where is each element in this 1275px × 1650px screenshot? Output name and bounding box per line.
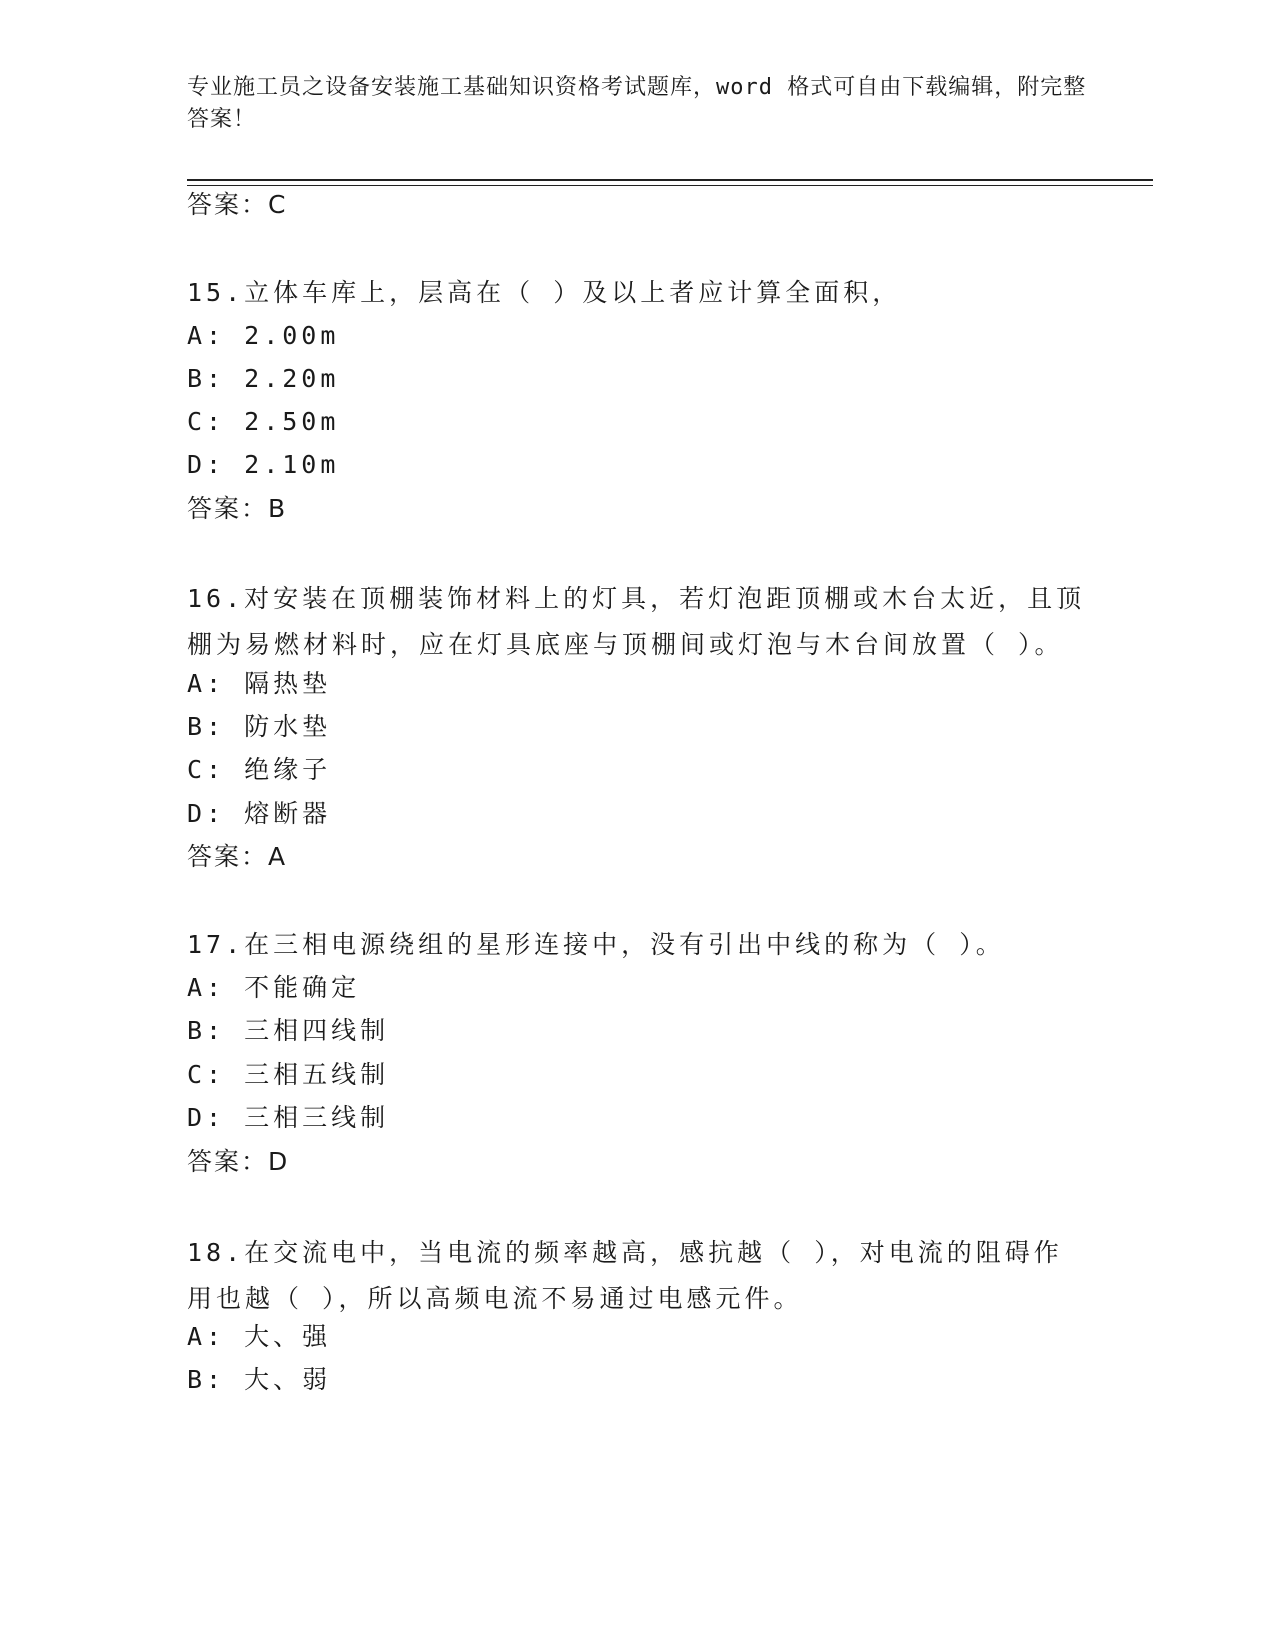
option-b: B: 防水垫: [187, 712, 332, 741]
option-c: C: 三相五线制: [187, 1060, 390, 1089]
answer-line: 答案：C: [187, 190, 288, 219]
option-d: D: 熔断器: [187, 799, 332, 828]
question-stem: 18.在交流电中，当电流的频率越高，感抗越（ ），对电流的阻碍作用也越（ ），所以高频电流不易通过电感元件。: [187, 1238, 1063, 1313]
header-divider-thick: [187, 179, 1153, 181]
question-stem: 17.在三相电源绕组的星形连接中，没有引出中线的称为（ ）。: [187, 930, 1005, 959]
question-stem: 16.对安装在顶棚装饰材料上的灯具，若灯泡距顶棚或木台太近，且顶棚为易燃材料时，应在灯具底座与顶棚间或灯泡与木台间放置（ ）。: [187, 584, 1086, 659]
option-a: A: 隔热垫: [187, 669, 332, 698]
answer-line: 答案：A: [187, 842, 288, 871]
option-d: D: 2.10m: [187, 450, 340, 479]
option-a: A: 大、强: [187, 1322, 332, 1351]
option-b: B: 三相四线制: [187, 1016, 390, 1045]
header-divider-thin: [187, 185, 1153, 186]
answer-line: 答案：B: [187, 494, 288, 523]
option-c: C: 绝缘子: [187, 755, 332, 784]
option-b: B: 大、弱: [187, 1365, 332, 1394]
answer-line: 答案：D: [187, 1147, 290, 1176]
question-stem: 15.立体车库上，层高在（ ）及以上者应计算全面积，: [187, 278, 902, 307]
option-a: A: 不能确定: [187, 973, 361, 1002]
document-header: 专业施工员之设备安装施工基础知识资格考试题库，word 格式可自由下载编辑，附完整答案！: [187, 75, 1087, 132]
option-a: A: 2.00m: [187, 321, 340, 350]
option-d: D: 三相三线制: [187, 1103, 390, 1132]
option-b: B: 2.20m: [187, 364, 340, 393]
option-c: C: 2.50m: [187, 407, 340, 436]
